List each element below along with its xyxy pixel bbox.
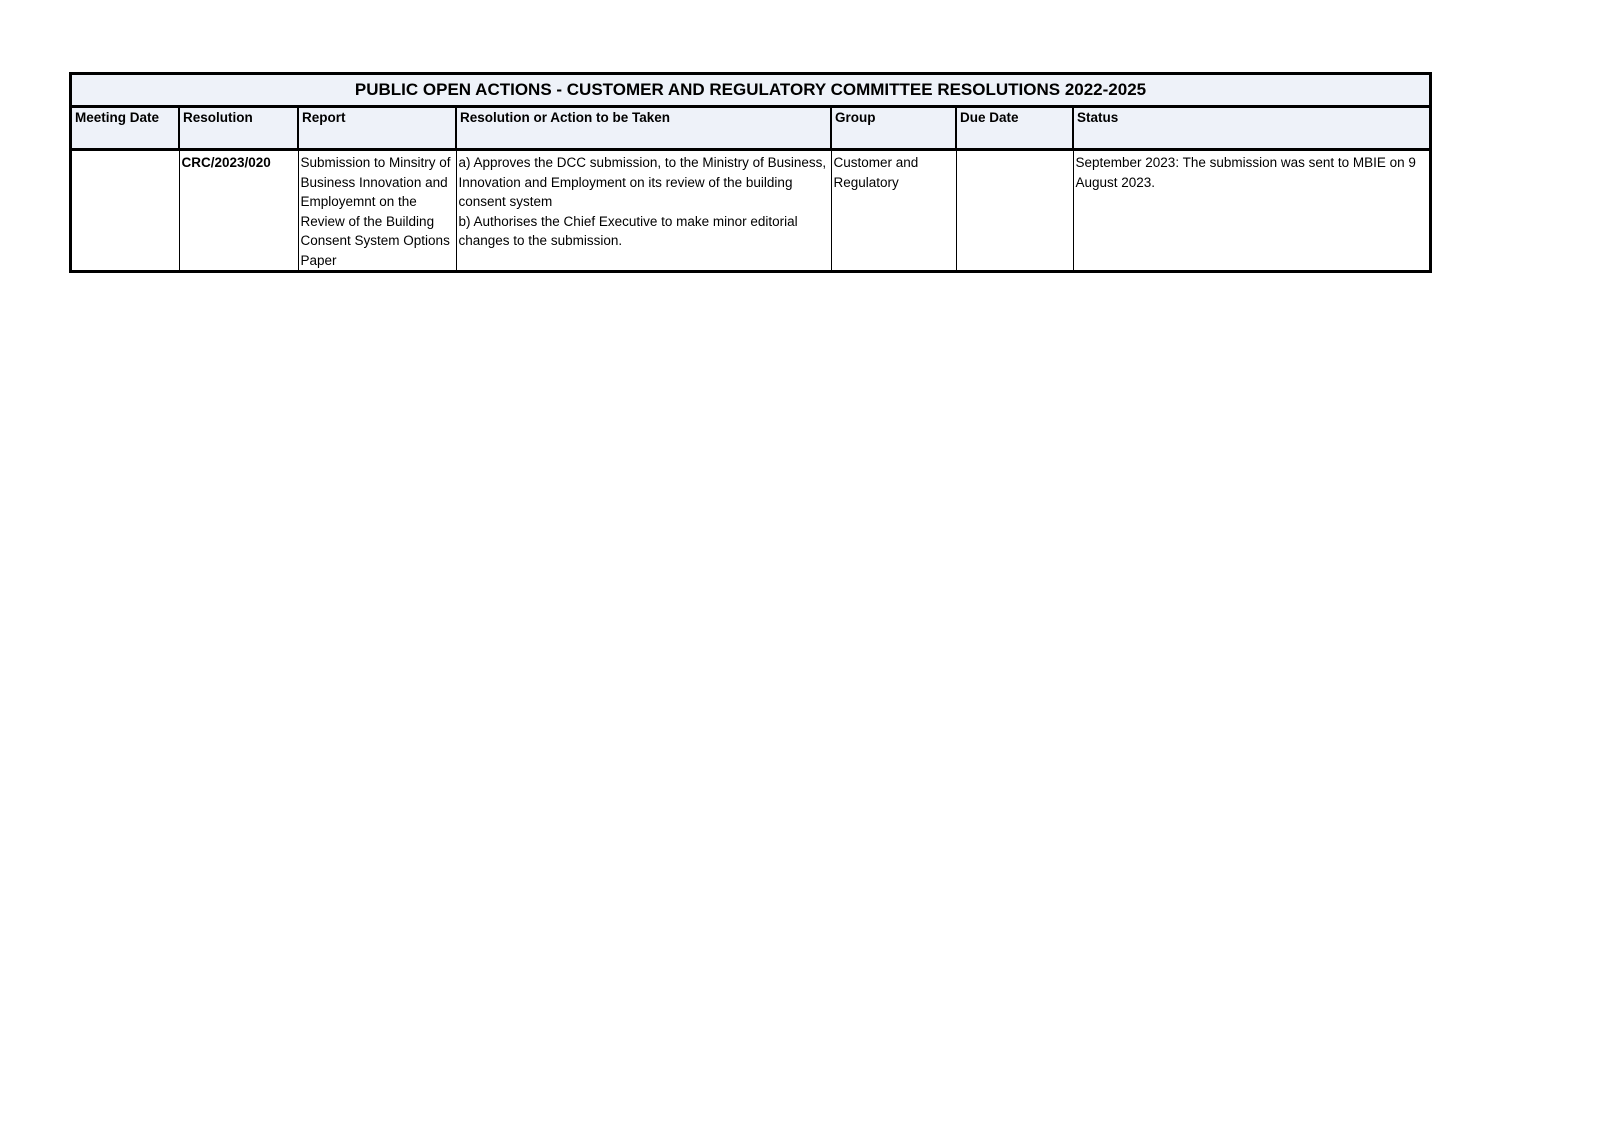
cell-report: Submission to Minsitry of Business Innovation and Employemnt on the Review of the Building Consent System Options Paper	[298, 150, 456, 271]
col-header-due-date: Due Date	[956, 107, 1073, 150]
cell-status: September 2023: The submission was sent to MBIE on 9 August 2023.	[1075, 155, 1416, 190]
header-row	[72, 107, 1429, 150]
title-row	[72, 75, 1429, 107]
cell-due-date	[956, 150, 1073, 271]
col-header-meeting-date: Meeting Date	[72, 107, 179, 150]
action-item-a: a) Approves the DCC submission, to the Ministry of Business, Innovation and Employment on its review of the building consent system	[458, 155, 827, 209]
cell-action	[456, 150, 831, 271]
cell-group: Customer and Regulatory	[831, 150, 956, 271]
col-header-report: Report	[298, 107, 456, 150]
cell-resolution: CRC/2023/020	[179, 150, 298, 271]
col-header-status: Status	[1073, 107, 1429, 150]
table-title: PUBLIC OPEN ACTIONS - CUSTOMER AND REGULATORY COMMITTEE RESOLUTIONS 2022-2025	[72, 75, 1429, 107]
col-header-group: Group	[831, 107, 956, 150]
col-header-resolution: Resolution	[179, 107, 298, 150]
col-header-action: Resolution or Action to be Taken	[456, 107, 831, 150]
action-item-b: b) Authorises the Chief Executive to make minor editorial changes to the submission.	[458, 213, 798, 248]
cell-meeting-date	[72, 150, 179, 271]
actions-table	[72, 75, 1429, 270]
actions-sheet	[69, 72, 1432, 273]
table-row	[72, 150, 1429, 271]
